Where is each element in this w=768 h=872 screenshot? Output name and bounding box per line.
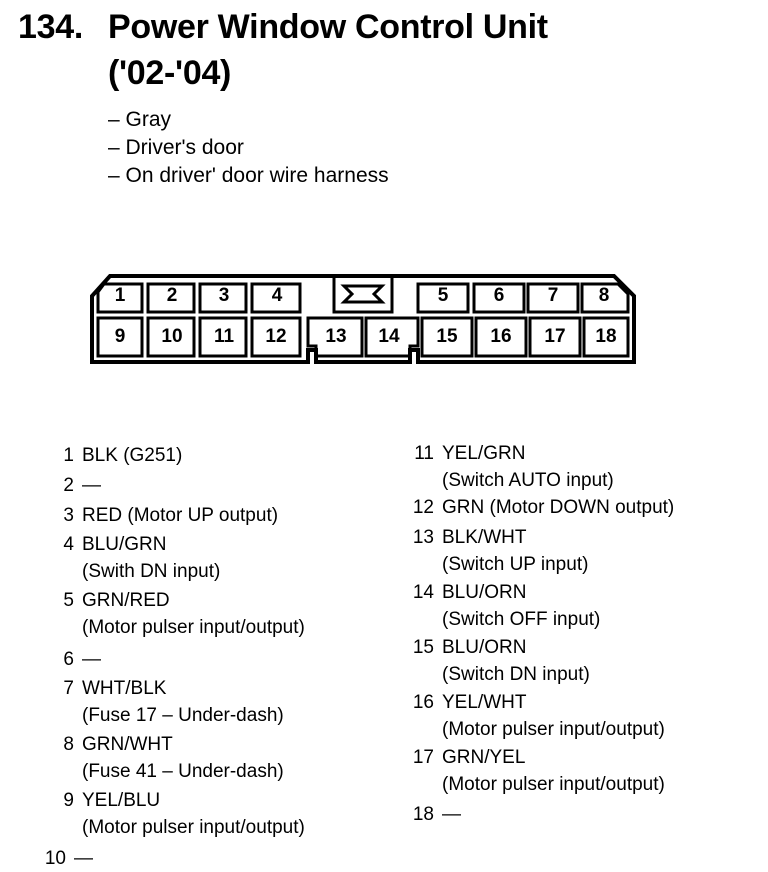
pin-label: 7 — [547, 285, 559, 306]
pin-entry — [400, 801, 740, 828]
pin-entry — [400, 744, 740, 798]
pin-entry — [400, 440, 740, 494]
pin-entry — [400, 579, 740, 633]
pin-number: 5 — [63, 590, 74, 611]
pin-number: 4 — [63, 534, 74, 555]
note-harness: – On driver' door wire harness — [108, 164, 389, 187]
pin-label: 15 — [436, 326, 458, 347]
pin-number: 14 — [412, 582, 434, 603]
pin-entry — [400, 689, 740, 743]
pin-entry — [48, 502, 368, 529]
pin-label: 10 — [161, 326, 183, 347]
pin-entry — [48, 731, 368, 785]
pin-function: (Switch AUTO input) — [442, 470, 614, 491]
pin-wire: BLU/GRN — [82, 534, 167, 555]
pin-function: (Switch UP input) — [442, 554, 589, 575]
pin-function: (Fuse 17 – Under-dash) — [82, 705, 284, 726]
pin-label: 2 — [166, 285, 178, 306]
pin-wire: WHT/BLK — [82, 678, 167, 699]
pin-number: 15 — [412, 637, 434, 658]
pin-number: 11 — [414, 443, 434, 464]
pin-label: 4 — [271, 285, 283, 306]
pin-number: 12 — [412, 497, 434, 518]
pin-function: (Motor pulser input/output) — [442, 774, 665, 795]
pin-wire: GRN (Motor DOWN output) — [442, 497, 675, 518]
pin-number: 6 — [63, 649, 74, 670]
pin-number: 10 — [44, 848, 66, 869]
pin-wire: YEL/GRN — [442, 443, 526, 464]
pin-label: 17 — [544, 326, 566, 347]
pin-number: 1 — [63, 445, 74, 466]
connector-notes — [108, 106, 389, 190]
pin-label: 11 — [213, 326, 235, 347]
pin-function: (Swith DN input) — [82, 561, 221, 582]
pin-label: 14 — [378, 326, 400, 347]
pin-label: 13 — [325, 326, 347, 347]
pin-wire: GRN/YEL — [442, 747, 526, 768]
note-location: – Driver's door — [108, 136, 244, 159]
pin-wire: — — [82, 475, 101, 496]
pin-entry — [400, 494, 740, 521]
pin-wire: RED (Motor UP output) — [82, 505, 279, 526]
pin-wire: BLU/ORN — [442, 582, 527, 603]
pin-wire: BLU/ORN — [442, 637, 527, 658]
pin-label: 9 — [114, 326, 126, 347]
pin-entry — [400, 524, 740, 578]
pin-number: 3 — [63, 505, 74, 526]
pin-wire: BLK (G251) — [82, 445, 183, 466]
pin-number: 8 — [63, 734, 74, 755]
pin-entry — [48, 787, 368, 841]
pin-function: (Switch OFF input) — [442, 609, 601, 630]
pin-label: 16 — [490, 326, 512, 347]
pin-label: 1 — [114, 285, 126, 306]
pin-label: 18 — [595, 326, 617, 347]
pin-function: (Fuse 41 – Under-dash) — [82, 761, 284, 782]
pin-number: 17 — [412, 747, 434, 768]
pin-wire: — — [442, 804, 461, 825]
pin-function: (Switch DN input) — [442, 664, 590, 685]
pin-number: 16 — [412, 692, 434, 713]
pin-entry — [48, 531, 368, 585]
pin-function: (Motor pulser input/output) — [82, 817, 305, 838]
pin-label: 3 — [218, 285, 230, 306]
pin-entry — [48, 646, 368, 673]
pin-wire: GRN/RED — [82, 590, 170, 611]
pin-list-left — [44, 442, 368, 872]
pin-function: (Motor pulser input/output) — [82, 617, 305, 638]
pin-label: 6 — [493, 285, 505, 306]
pin-number: 9 — [63, 790, 74, 811]
pin-wire: YEL/BLU — [82, 790, 161, 811]
pin-function: (Motor pulser input/output) — [442, 719, 665, 740]
pin-wire: — — [74, 848, 93, 869]
note-color: – Gray — [108, 108, 172, 131]
title-line-2: ('02-'04) — [108, 54, 232, 92]
pin-entry — [48, 472, 368, 499]
pin-entry — [48, 587, 368, 641]
page-title — [18, 4, 548, 96]
section-number: 134. — [18, 8, 83, 46]
pin-wire: GRN/WHT — [82, 734, 173, 755]
pin-label: 8 — [598, 285, 610, 306]
pin-label: 5 — [437, 285, 449, 306]
connector-diagram — [88, 262, 640, 374]
pin-wire: — — [82, 649, 101, 670]
pin-entry — [400, 634, 740, 688]
pin-wire: YEL/WHT — [442, 692, 527, 713]
pin-entry — [48, 442, 368, 469]
pin-number: 13 — [412, 527, 434, 548]
pin-entry — [48, 675, 368, 729]
pin-entry — [40, 845, 368, 872]
pin-number: 7 — [63, 678, 74, 699]
pin-label: 12 — [265, 326, 287, 347]
title-line-1: Power Window Control Unit — [108, 8, 548, 46]
pin-number: 18 — [412, 804, 434, 825]
pin-wire: BLK/WHT — [442, 527, 527, 548]
pin-number: 2 — [63, 475, 74, 496]
pin-list-right — [400, 440, 740, 828]
